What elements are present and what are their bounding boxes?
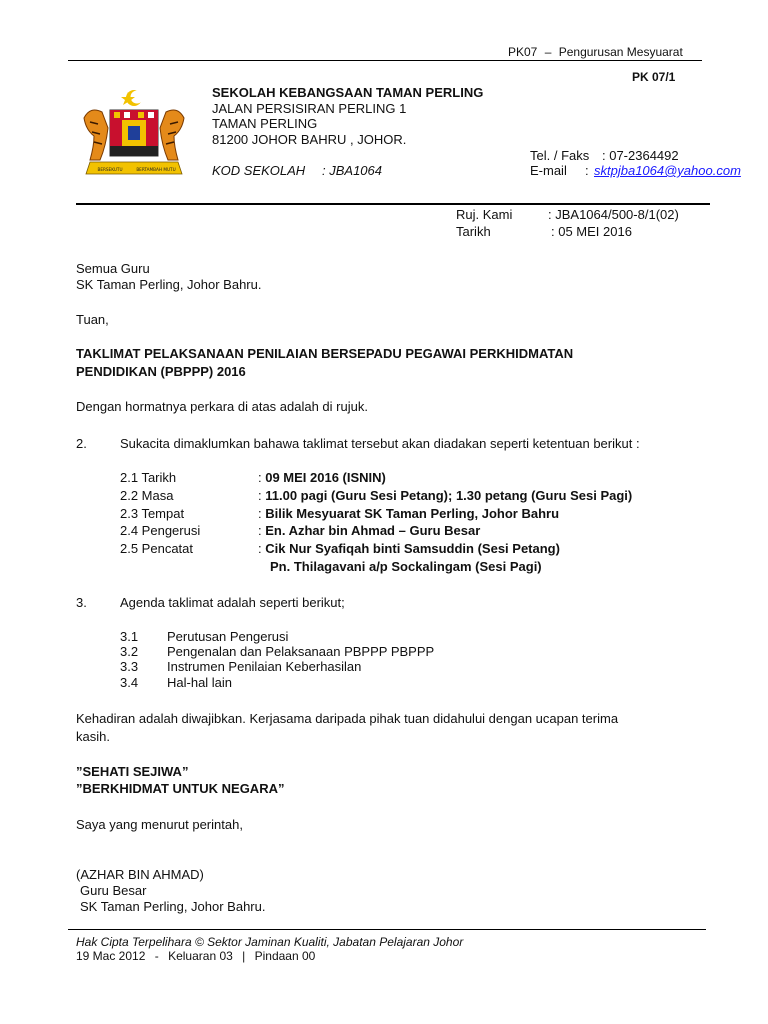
- tel-value: : 07-2364492: [602, 148, 679, 163]
- footer-version: [76, 949, 315, 963]
- date-value: : 05 MEI 2016: [551, 224, 632, 239]
- intro-paragraph: Dengan hormatnya perkara di atas adalah di rujuk.: [76, 399, 368, 414]
- detail-extra-value: Pn. Thilagavani a/p Sockalingam (Sesi Pagi): [270, 559, 542, 574]
- detail-row: 2.1 Tarikh : 09 MEI 2016 (ISNIN): [120, 470, 386, 485]
- recipient-line-2: SK Taman Perling, Johor Bahru.: [76, 277, 262, 292]
- detail-row: 2.5 Pencatat : Cik Nur Syafiqah binti Samsuddin (Sesi Petang): [120, 541, 560, 556]
- detail-label: 2.3 Tempat: [120, 506, 185, 521]
- agenda-item: [120, 659, 361, 674]
- agenda-text: Pengenalan dan Pelaksanaan PBPPP PBPPP: [167, 644, 435, 659]
- detail-value: Bilik Mesyuarat SK Taman Perling, Johor Bahru: [265, 506, 560, 521]
- detail-row: 2.4 Pengerusi : En. Azhar bin Ahmad – Guru Besar: [120, 523, 481, 538]
- crest-motto-right: BERTAMBAH MUTU: [136, 167, 176, 172]
- detail-value: 09 MEI 2016 (ISNIN): [265, 470, 386, 485]
- signature-name: (AZHAR BIN AHMAD): [76, 867, 204, 882]
- footer-copyright: Hak Cipta Terpelihara © Sektor Jaminan Kualiti, Jabatan Pelajaran Johor: [76, 935, 464, 949]
- slogan-line-2: ”BERKHIDMAT UNTUK NEGARA”: [76, 781, 285, 796]
- agenda-num: 3.2: [120, 644, 139, 659]
- date-label: Tarikh: [456, 224, 491, 239]
- subject-line-1: TAKLIMAT PELAKSANAAN PENILAIAN BERSEPADU PEGAWAI PERKHIDMATAN: [76, 346, 574, 361]
- agenda-text: Hal-hal lain: [167, 675, 233, 690]
- footer-edition: Keluaran 03: [168, 949, 233, 963]
- agenda-num: 3.4: [120, 675, 139, 690]
- detail-value: Cik Nur Syafiqah binti Samsuddin (Sesi Petang): [265, 541, 560, 556]
- school-code-value: : JBA1064: [322, 163, 382, 178]
- form-ref: PK 07/1: [632, 70, 676, 84]
- ruj-value: : JBA1064/500-8/1(02): [548, 207, 679, 222]
- school-code-label: KOD SEKOLAH: [212, 163, 306, 178]
- para2-number: 2.: [76, 436, 87, 451]
- school-name: SEKOLAH KEBANGSAAN TAMAN PERLING: [212, 85, 484, 100]
- email-sep: :: [585, 163, 589, 178]
- school-address-3: 81200 JOHOR BAHRU , JOHOR.: [212, 132, 407, 147]
- signoff: Saya yang menurut perintah,: [76, 817, 243, 832]
- detail-label: 2.4 Pengerusi: [120, 523, 201, 538]
- footer-sep-2: |: [242, 949, 246, 963]
- subject-line-2: PENDIDIKAN (PBPPP) 2016: [76, 364, 246, 379]
- agenda-text: Perutusan Pengerusi: [167, 629, 289, 644]
- email-label: E-mail: [530, 163, 567, 178]
- para2-text: Sukacita dimaklumkan bahawa taklimat tersebut akan diadakan seperti ketentuan berikut :: [120, 436, 640, 451]
- agenda-num: 3.3: [120, 659, 139, 674]
- para3-number: 3.: [76, 595, 87, 610]
- detail-label: 2.2 Masa: [120, 488, 174, 503]
- crest-logo: [76, 88, 192, 180]
- form-title: Pengurusan Mesyuarat: [558, 45, 683, 59]
- detail-row: 2.3 Tempat : Bilik Mesyuarat SK Taman Perling, Johor Bahru: [120, 506, 560, 521]
- detail-label: 2.1 Tarikh: [120, 470, 177, 485]
- slogan-line-1: ”SEHATI SEJIWA”: [76, 764, 189, 779]
- closing-line-2: kasih.: [76, 729, 110, 744]
- tel-label: Tel. / Faks: [530, 148, 590, 163]
- signature-title: Guru Besar: [80, 883, 147, 898]
- school-address-2: TAMAN PERLING: [212, 116, 318, 131]
- signature-school: SK Taman Perling, Johor Bahru.: [80, 899, 266, 914]
- agenda-text: Instrumen Penilaian Keberhasilan: [167, 659, 362, 674]
- detail-value: 11.00 pagi (Guru Sesi Petang); 1.30 petang (Guru Sesi Pagi): [265, 488, 633, 503]
- crest-motto-left: BERSEKUTU: [97, 167, 123, 172]
- agenda-item: [120, 629, 288, 644]
- form-header: [508, 45, 683, 59]
- footer-sep-1: -: [154, 949, 159, 963]
- agenda-item: [120, 644, 434, 659]
- salutation: Tuan,: [76, 312, 109, 327]
- detail-label: 2.5 Pencatat: [120, 541, 193, 556]
- form-code: PK07: [508, 45, 538, 59]
- email-link[interactable]: sktpjba1064@yahoo.com: [594, 163, 741, 178]
- form-sep: –: [544, 45, 552, 59]
- footer-amendment: Pindaan 00: [254, 949, 316, 963]
- detail-value: En. Azhar bin Ahmad – Guru Besar: [265, 523, 481, 538]
- header-rule: [68, 60, 702, 61]
- detail-row: 2.2 Masa : 11.00 pagi (Guru Sesi Petang); 1.30 petang (Guru Sesi Pagi): [120, 488, 633, 503]
- footer-rule: [68, 929, 706, 930]
- agenda-num: 3.1: [120, 629, 139, 644]
- closing-line-1: Kehadiran adalah diwajibkan. Kerjasama daripada pihak tuan didahului dengan ucapan terima: [76, 711, 619, 726]
- para3-text: Agenda taklimat adalah seperti berikut;: [120, 595, 345, 610]
- agenda-item: [120, 675, 232, 690]
- school-address-1: JALAN PERSISIRAN PERLING 1: [212, 101, 407, 116]
- recipient-line-1: Semua Guru: [76, 261, 150, 276]
- footer-date: 19 Mac 2012: [76, 949, 146, 963]
- ruj-label: Ruj. Kami: [456, 207, 513, 222]
- letterhead-rule: [76, 203, 710, 205]
